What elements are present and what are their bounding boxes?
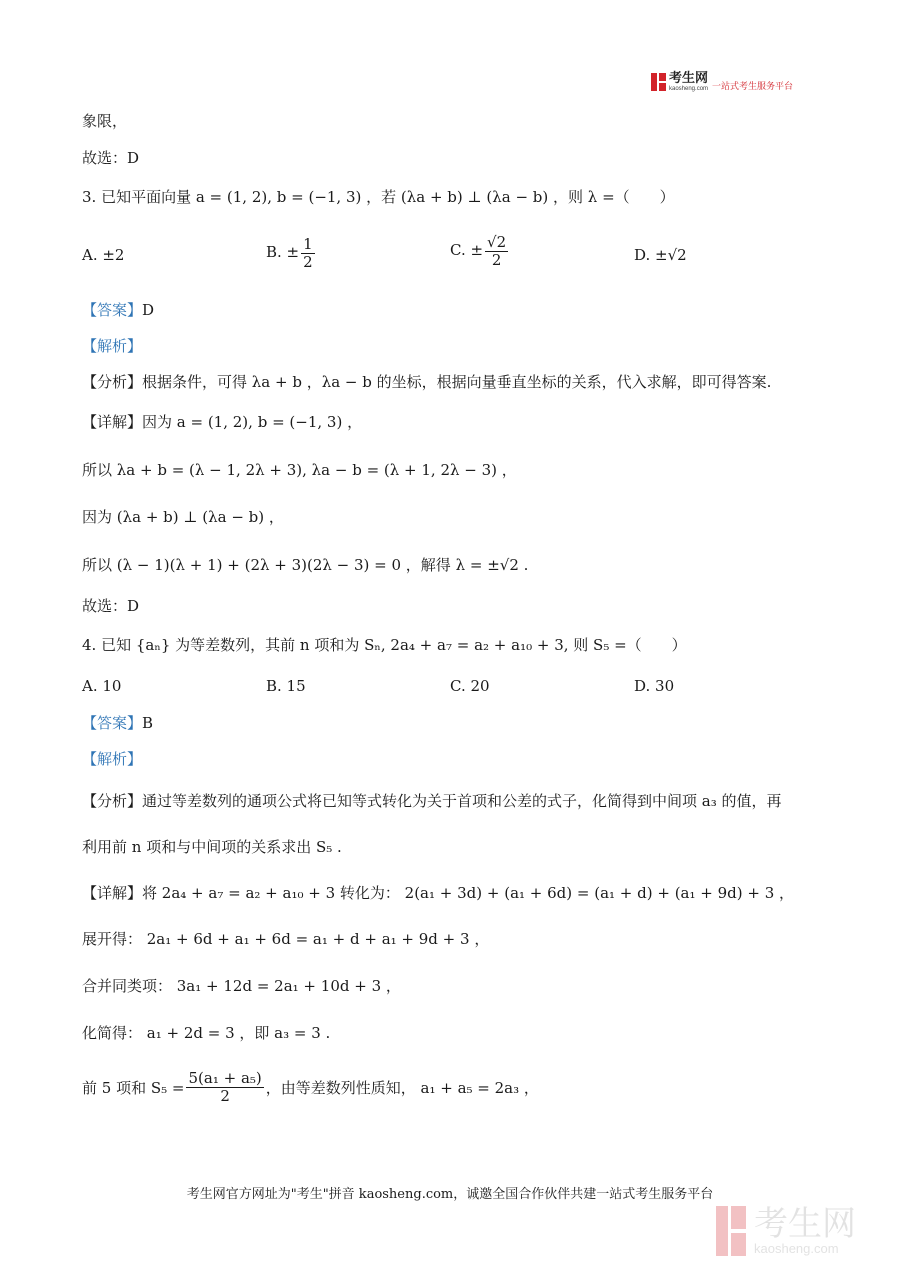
watermark-logo [716,1203,856,1256]
detail-body: 将 2a₄ + a₇ = a₂ + a₁₀ + 3 转化为： 2(a₁ + 3d) + (a₁ + 6d) = (a₁ + d) + (a₁ + 9d) + 3 ， [142,884,795,902]
logo-domain: kaosheng.com [669,86,709,92]
watermark-name: 考生网 [754,1203,856,1244]
text-line: 所以 λa + b = (λ − 1, 2λ + 3), λa − b = (λ + 1, 2λ − 3) ， [82,461,517,479]
option-d: D. 30 [634,677,675,695]
option-c: C. 20 [450,677,490,695]
fraction [485,234,508,268]
fraction-denominator: 2 [491,250,502,269]
watermark-domain: kaosheng.com [754,1240,839,1256]
text-line: 所以 (λ − 1)(λ + 1) + (2λ + 3)(2λ − 3) = 0 ，解得 λ = ±√2 . [82,556,529,574]
fraction-numerator: 1 [303,235,313,253]
text-line: 展开得： 2a₁ + 6d + a₁ + 6d = a₁ + d + a₁ + 9d + 3 ， [82,930,490,948]
detail-tag: 【详解】 [82,884,143,902]
answer-label: 【答案】 [82,714,143,732]
analysis-body: 根据条件，可得 λa + b ，λa − b 的坐标，根据向量垂直坐标的关系，代入求解，即可得答案. [142,373,772,391]
answer-label: 【答案】 [82,301,143,319]
text-line: 故选：D [82,597,140,615]
text-line: 因为 (λa + b) ⊥ (λa − b) ， [82,508,284,526]
answer-value: D [142,301,155,319]
text-line: 合并同类项： 3a₁ + 12d = 2a₁ + 10d + 3 ， [82,977,401,995]
text-line: 利用前 n 项和与中间项的关系求出 S₅ . [82,838,342,856]
option-c-prefix: C. ± [450,241,484,259]
sum-prefix: 前 5 项和 S₅ = [82,1078,185,1097]
option-b [266,236,317,270]
detail-line [82,882,794,903]
fraction-numerator: √2 [487,233,507,251]
text-line: 化简得： a₁ + 2d = 3 ，即 a₃ = 3 . [82,1024,331,1042]
option-c [450,234,510,268]
question-4: 4. 已知 {aₙ} 为等差数列，其前 n 项和为 Sₙ, 2a₄ + a₇ = a₂ + a₁₀ + 3, 则 S₅ =（ ） [82,636,687,654]
text-line: 故选：D [82,149,140,167]
analysis-text [82,371,771,392]
analysis-label: 【解析】 [82,337,143,355]
sum-suffix: ，由等差数列性质知， a₁ + a₅ = 2a₃ ， [265,1078,539,1097]
option-b: B. 15 [266,677,306,695]
analysis-label: 【解析】 [82,750,143,768]
fraction [301,236,315,270]
answer-line [82,299,154,320]
fraction-denominator: 2 [220,1086,230,1105]
analysis-body: 通过等差数列的通项公式将已知等式转化为关于首项和公差的式子，化简得到中间项 a₃ 的值，再 [142,792,782,810]
logo-name: 考生网 [669,71,709,86]
detail-line [82,411,362,432]
option-a: A. 10 [82,677,122,695]
option-b-prefix: B. ± [266,243,300,261]
footer-text: 考生网官方网址为"考生"拼音 kaosheng.com，诚邀全国合作伙伴共建一站式考生服务平台 [186,1187,714,1202]
fraction-numerator: 5(a₁ + a₅) [188,1069,262,1087]
detail-body: 因为 a = (1, 2), b = (−1, 3) ， [142,413,363,431]
analysis-tag: 【分析】 [82,373,143,391]
watermark-logo-icon [716,1206,746,1256]
fraction-denominator: 2 [303,252,313,271]
text-line: 象限， [82,112,128,130]
fraction [186,1070,263,1104]
kaosheng-logo-icon [651,73,666,91]
analysis-text [82,790,782,811]
logo-tagline: 一站式考生服务平台 [712,81,794,92]
analysis-tag: 【分析】 [82,792,143,810]
question-3: 3. 已知平面向量 a = (1, 2), b = (−1, 3) ，若 (λa + b) ⊥ (λa − b) ，则 λ =（ ） [82,188,675,206]
option-d: D. ±√2 [634,246,687,264]
header-logo[interactable] [651,72,793,92]
answer-value: B [142,714,154,732]
option-a: A. ±2 [82,246,125,264]
answer-line [82,712,153,733]
text-line [82,1070,539,1104]
detail-tag: 【详解】 [82,413,143,431]
